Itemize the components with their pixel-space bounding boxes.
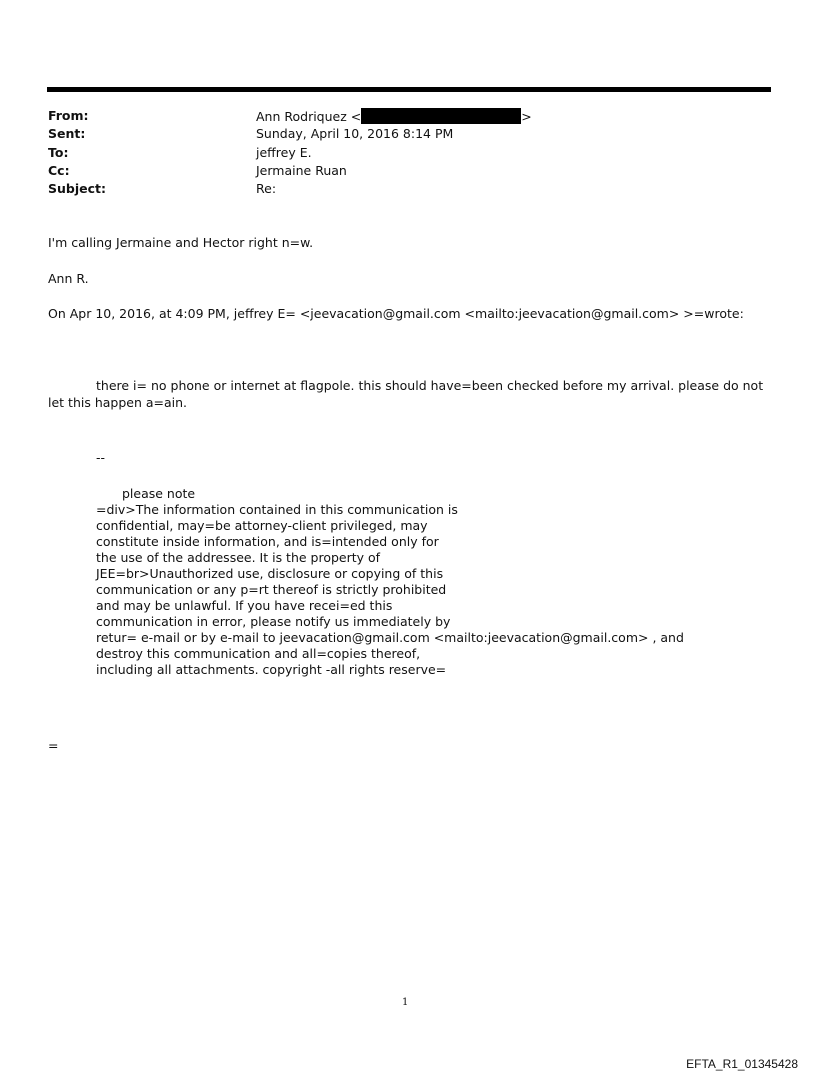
header-rule <box>47 87 771 92</box>
cc-value: Jermaine Ruan <box>256 163 347 178</box>
signature-dash: -- <box>96 450 106 465</box>
subject-label: Subject: <box>48 181 106 196</box>
quote-header: On Apr 10, 2016, at 4:09 PM, jeffrey E= <jeevacation@gmail.com <mailto:jeevacation@gmail.com> >=wrote: <box>48 306 744 321</box>
quoted-message <box>48 377 778 411</box>
disclaimer-line: confidential, may=be attorney-client privileged, may <box>96 518 428 533</box>
redaction-block <box>361 108 521 124</box>
page-number: 1 <box>402 997 409 1008</box>
to-value: jeffrey E. <box>256 145 312 160</box>
disclaimer-block <box>96 486 684 678</box>
from-suffix: > <box>521 109 532 124</box>
to-label: To: <box>48 145 69 160</box>
sent-label: Sent: <box>48 126 86 141</box>
disclaimer-line: please note <box>122 486 196 501</box>
signoff: Ann R. <box>48 271 89 286</box>
subject-value: Re: <box>256 181 277 196</box>
disclaimer-line: =div>The information contained in this communication is <box>96 502 458 517</box>
disclaimer-line: constitute inside information, and is=intended only for <box>96 534 439 549</box>
body-line: I'm calling Jermaine and Hector right n=w. <box>48 235 314 250</box>
disclaimer-line: destroy this communication and all=copies thereof, <box>96 646 421 661</box>
disclaimer-line: including all attachments. copyright -all rights reserve= <box>96 662 447 677</box>
bates-number: EFTA_R1_01345428 <box>686 1057 798 1071</box>
from-label: From: <box>48 108 89 123</box>
cc-label: Cc: <box>48 163 70 178</box>
from-value <box>256 108 532 124</box>
disclaimer-line: communication or any p=rt thereof is strictly prohibited <box>96 582 447 597</box>
disclaimer-line: the use of the addressee. It is the property of <box>96 550 381 565</box>
quoted-message-text: there i= no phone or internet at flagpole. this should have=been checked before my arrival. please do not let this happen a=ain. <box>48 378 764 410</box>
disclaimer-line: and may be unlawful. If you have recei=ed this <box>96 598 393 613</box>
from-name: Ann Rodriquez < <box>256 109 362 124</box>
trailing-equals: = <box>48 738 59 753</box>
disclaimer-line: retur= e-mail or by e-mail to jeevacation@gmail.com <mailto:jeevacation@gmail.com> , and <box>96 630 684 645</box>
disclaimer-line: JEE=br>Unauthorized use, disclosure or copying of this <box>96 566 444 581</box>
disclaimer-line: communication in error, please notify us immediately by <box>96 614 451 629</box>
sent-value: Sunday, April 10, 2016 8:14 PM <box>256 126 454 141</box>
